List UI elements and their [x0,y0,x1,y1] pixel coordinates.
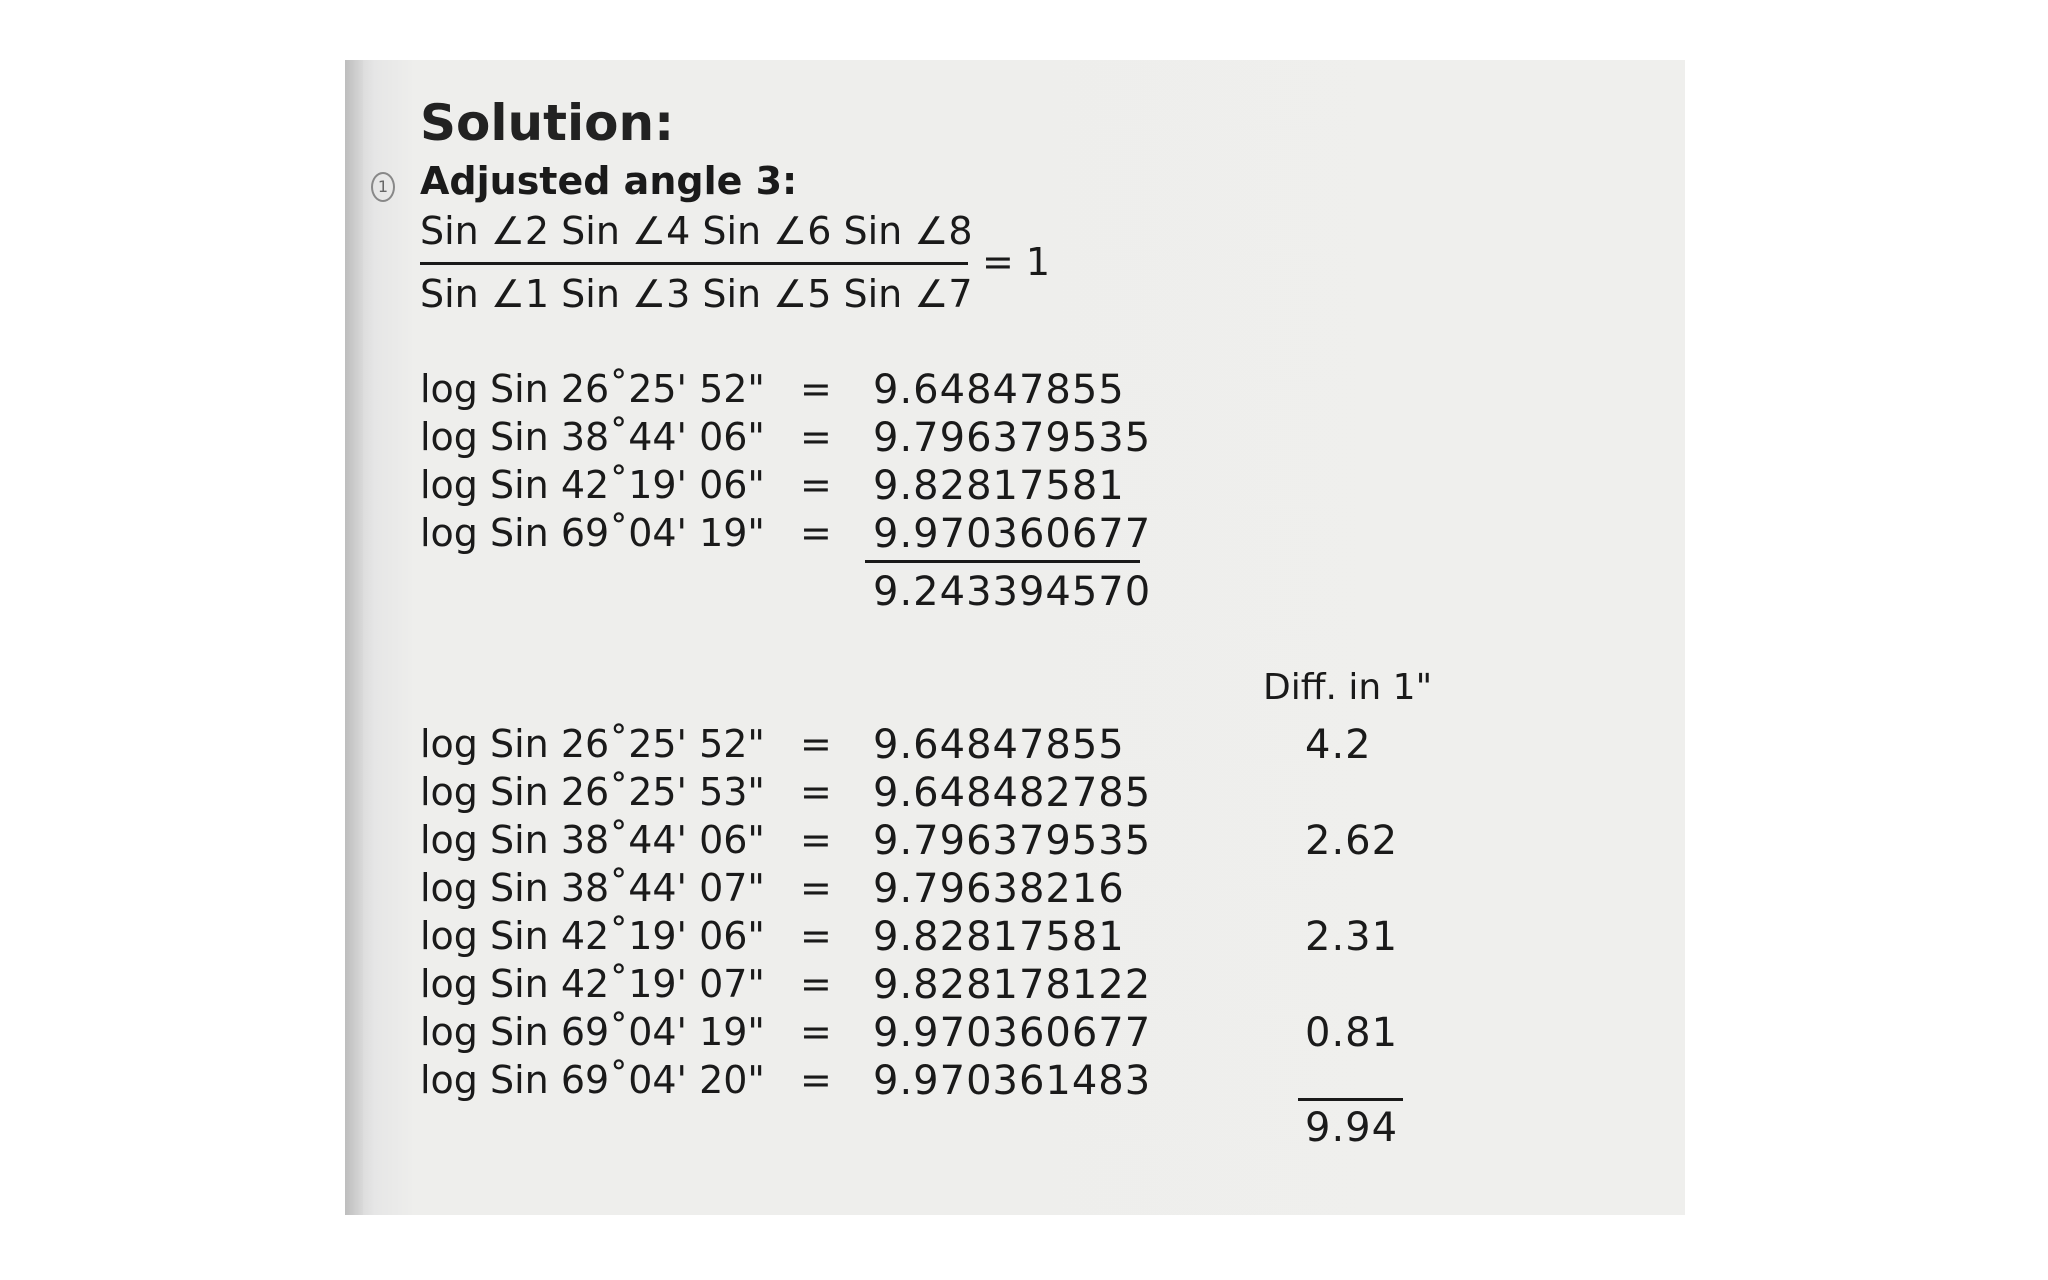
equals-sign: = [800,770,832,814]
log-value: 9.82817581 [873,463,1125,509]
log-value: 9.970360677 [873,1010,1152,1056]
diff-column-header: Diff. in 1" [1263,667,1433,708]
equals-sign: = [800,511,832,555]
table2-row [345,1010,1685,1061]
log-value: 9.64847855 [873,367,1125,413]
log-value: 9.796379535 [873,818,1152,864]
condition-denominator: Sin ∠1 Sin ∠3 Sin ∠5 Sin ∠7 [420,272,973,316]
equals-sign: = [800,415,832,459]
log-sin-expression: log Sin 38˚44' 06" [420,818,765,862]
equals-sign: = [800,866,832,910]
equals-sign: = [800,367,832,411]
scanned-page [345,60,1685,1215]
condition-numerator: Sin ∠2 Sin ∠4 Sin ∠6 Sin ∠8 [420,209,973,253]
log-sin-expression: log Sin 42˚19' 06" [420,463,765,507]
log-value: 9.970360677 [873,511,1152,557]
solution-title: Solution: [420,94,675,152]
step-subtitle: Adjusted angle 3: [420,159,798,203]
diff-value: 2.31 [1305,914,1399,960]
log-sin-expression: log Sin 26˚25' 53" [420,770,765,814]
diff-value: 4.2 [1305,722,1372,768]
equals-sign: = [800,1058,832,1102]
log-value: 9.79638216 [873,866,1125,912]
log-sin-expression: log Sin 26˚25' 52" [420,367,765,411]
table1-total: 9.243394570 [873,569,1152,615]
diff-value: 0.81 [1305,1010,1399,1056]
equals-sign: = [800,818,832,862]
table1-sum-bar [865,560,1140,563]
condition-fraction-bar [420,262,968,265]
table1-row [345,511,1685,562]
log-sin-expression: log Sin 38˚44' 06" [420,415,765,459]
log-sin-expression: log Sin 38˚44' 07" [420,866,765,910]
table1-row [345,415,1685,466]
diff-sum-bar [1298,1098,1403,1101]
table2-row [345,818,1685,869]
log-value: 9.648482785 [873,770,1152,816]
equals-sign: = [800,1010,832,1054]
step-number-bullet: 1 [371,172,395,202]
equals-sign: = [800,722,832,766]
log-sin-expression: log Sin 42˚19' 07" [420,962,765,1006]
diff-value: 2.62 [1305,818,1399,864]
table2-row [345,1058,1685,1109]
table2-row [345,866,1685,917]
log-sin-expression: log Sin 69˚04' 19" [420,1010,765,1054]
diff-total: 9.94 [1305,1105,1399,1151]
log-sin-expression: log Sin 69˚04' 20" [420,1058,765,1102]
log-value: 9.970361483 [873,1058,1152,1104]
table2-row [345,770,1685,821]
log-value: 9.796379535 [873,415,1152,461]
table1-row [345,463,1685,514]
equals-sign: = [800,463,832,507]
log-sin-expression: log Sin 69˚04' 19" [420,511,765,555]
equals-sign: = [800,962,832,1006]
log-sin-expression: log Sin 42˚19' 06" [420,914,765,958]
log-value: 9.828178122 [873,962,1152,1008]
log-value: 9.82817581 [873,914,1125,960]
table2-row [345,914,1685,965]
log-value: 9.64847855 [873,722,1125,768]
log-sin-expression: log Sin 26˚25' 52" [420,722,765,766]
table2-row [345,722,1685,773]
condition-equals: = 1 [982,240,1051,284]
equals-sign: = [800,914,832,958]
table1-row [345,367,1685,418]
table2-row [345,962,1685,1013]
